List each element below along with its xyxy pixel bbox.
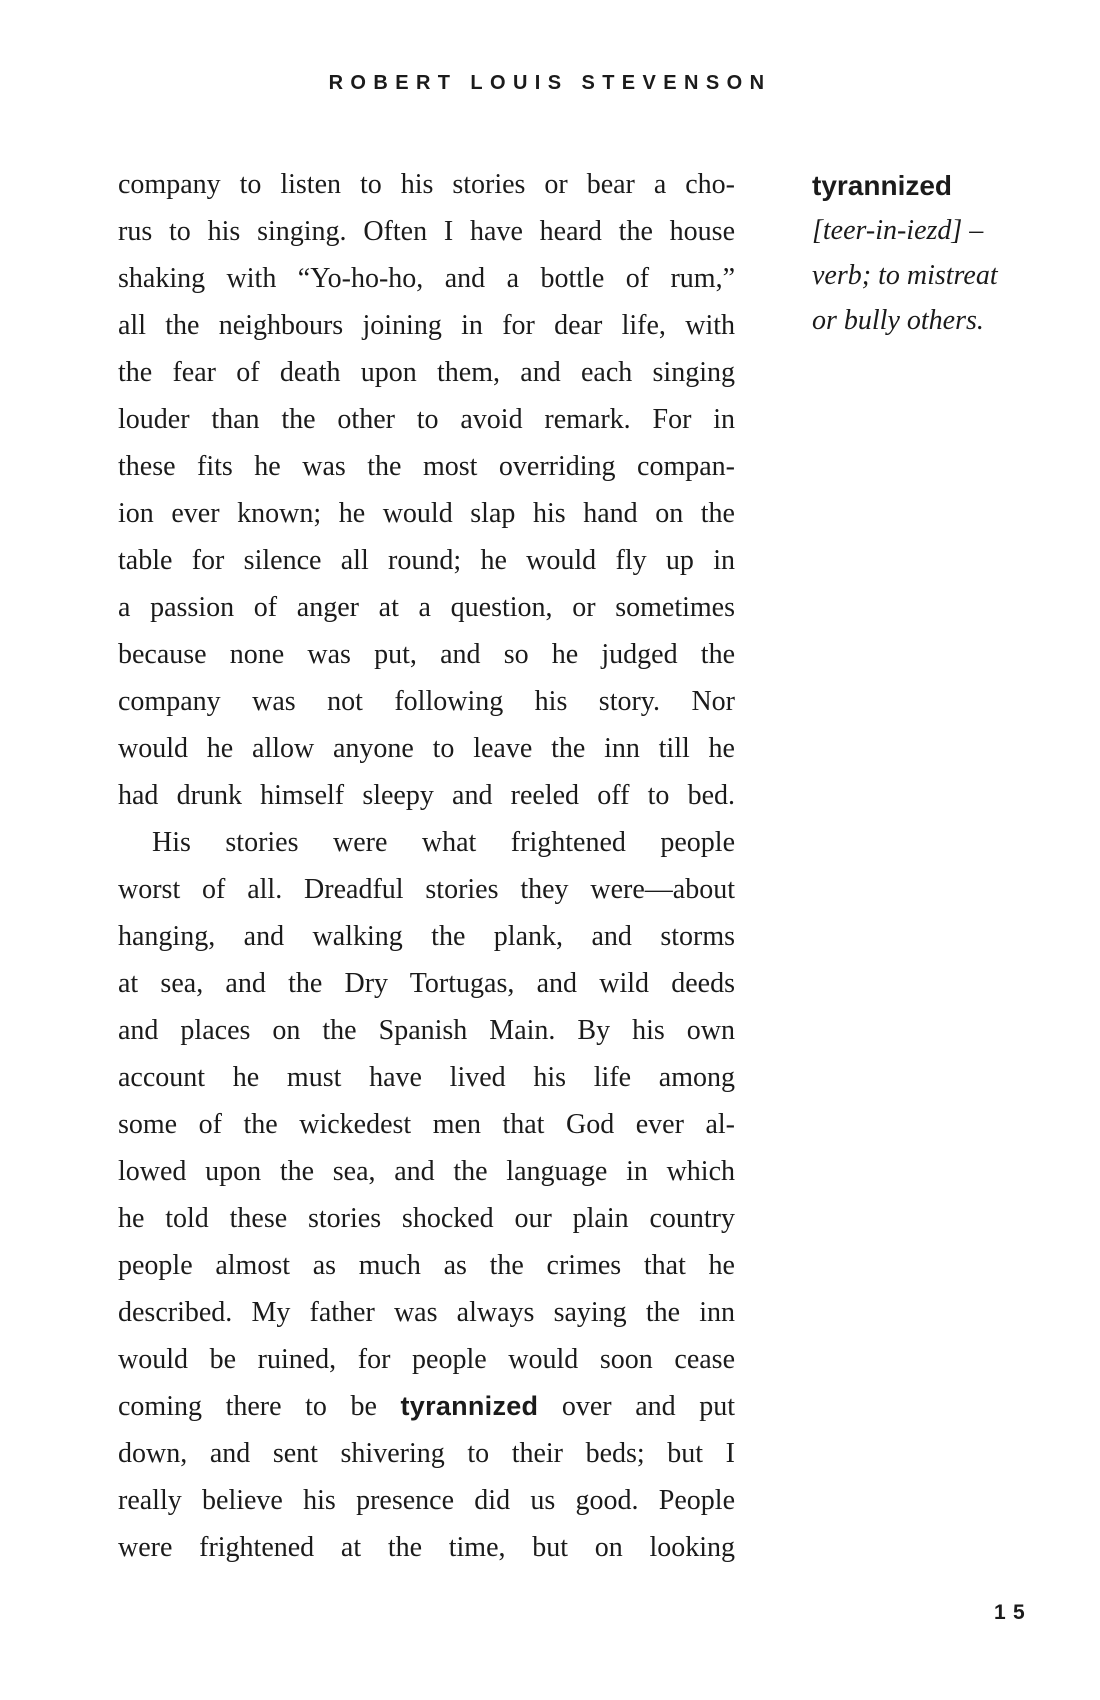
text-line: described. My father was always saying the inn [118, 1297, 735, 1328]
text-line: he told these stories shocked our plain country [118, 1203, 735, 1234]
text-line: all the neighbours joining in for dear life, with [118, 310, 735, 341]
text-line: some of the wickedest men that God ever al- [118, 1109, 735, 1140]
text-line: would be ruined, for people would soon cease [118, 1344, 735, 1375]
text-line: these fits he was the most overriding compan- [118, 451, 735, 482]
text-line: louder than the other to avoid remark. For in [118, 404, 735, 435]
running-header: ROBERT LOUIS STEVENSON [328, 72, 772, 94]
text-line: shaking with “Yo-ho-ho, and a bottle of rum,” [118, 263, 735, 294]
text-line: ion ever known; he would slap his hand on the [118, 498, 735, 529]
body-text-column [118, 161, 735, 1571]
keyword-bold: tyrannized [400, 1391, 539, 1421]
text-line: hanging, and walking the plank, and storms [118, 921, 735, 952]
text-line: because none was put, and so he judged the [118, 639, 735, 670]
page-number: 15 [993, 1601, 1032, 1624]
text-line: were frightened at the time, but on looking [118, 1532, 735, 1563]
text-line: coming there to be tyrannized over and put [118, 1391, 735, 1422]
text-line: down, and sent shivering to their beds; but I [118, 1438, 735, 1469]
definition-term: tyrannized [812, 170, 953, 201]
text-line: account he must have lived his life among [118, 1062, 735, 1093]
text-line: His stories were what frightened people [152, 827, 735, 858]
text-line: company to listen to his stories or bear a cho- [118, 169, 735, 200]
definition-text-line-1: verb; to mistreat [812, 260, 998, 291]
definition-sidebar [812, 163, 1062, 343]
text-line: rus to his singing. Often I have heard the house [118, 216, 735, 247]
text-line: the fear of death upon them, and each singing [118, 357, 735, 388]
text-line: and places on the Spanish Main. By his own [118, 1015, 735, 1046]
text-line: people almost as much as the crimes that he [118, 1250, 735, 1281]
definition-text-line-2: or bully others. [812, 305, 984, 336]
text-line: worst of all. Dreadful stories they were—about [118, 874, 735, 905]
definition-pronunciation: [teer-in-iezd] – [812, 215, 984, 246]
text-line: at sea, and the Dry Tortugas, and wild deeds [118, 968, 735, 999]
text-line: company was not following his story. Nor [118, 686, 735, 717]
text-line: would he allow anyone to leave the inn till he [118, 733, 735, 764]
text-line: really believe his presence did us good. People [118, 1485, 735, 1516]
text-line: lowed upon the sea, and the language in which [118, 1156, 735, 1187]
text-line: table for silence all round; he would fly up in [118, 545, 735, 576]
text-line: a passion of anger at a question, or sometimes [118, 592, 735, 623]
text-line: had drunk himself sleepy and reeled off to bed. [118, 780, 735, 811]
